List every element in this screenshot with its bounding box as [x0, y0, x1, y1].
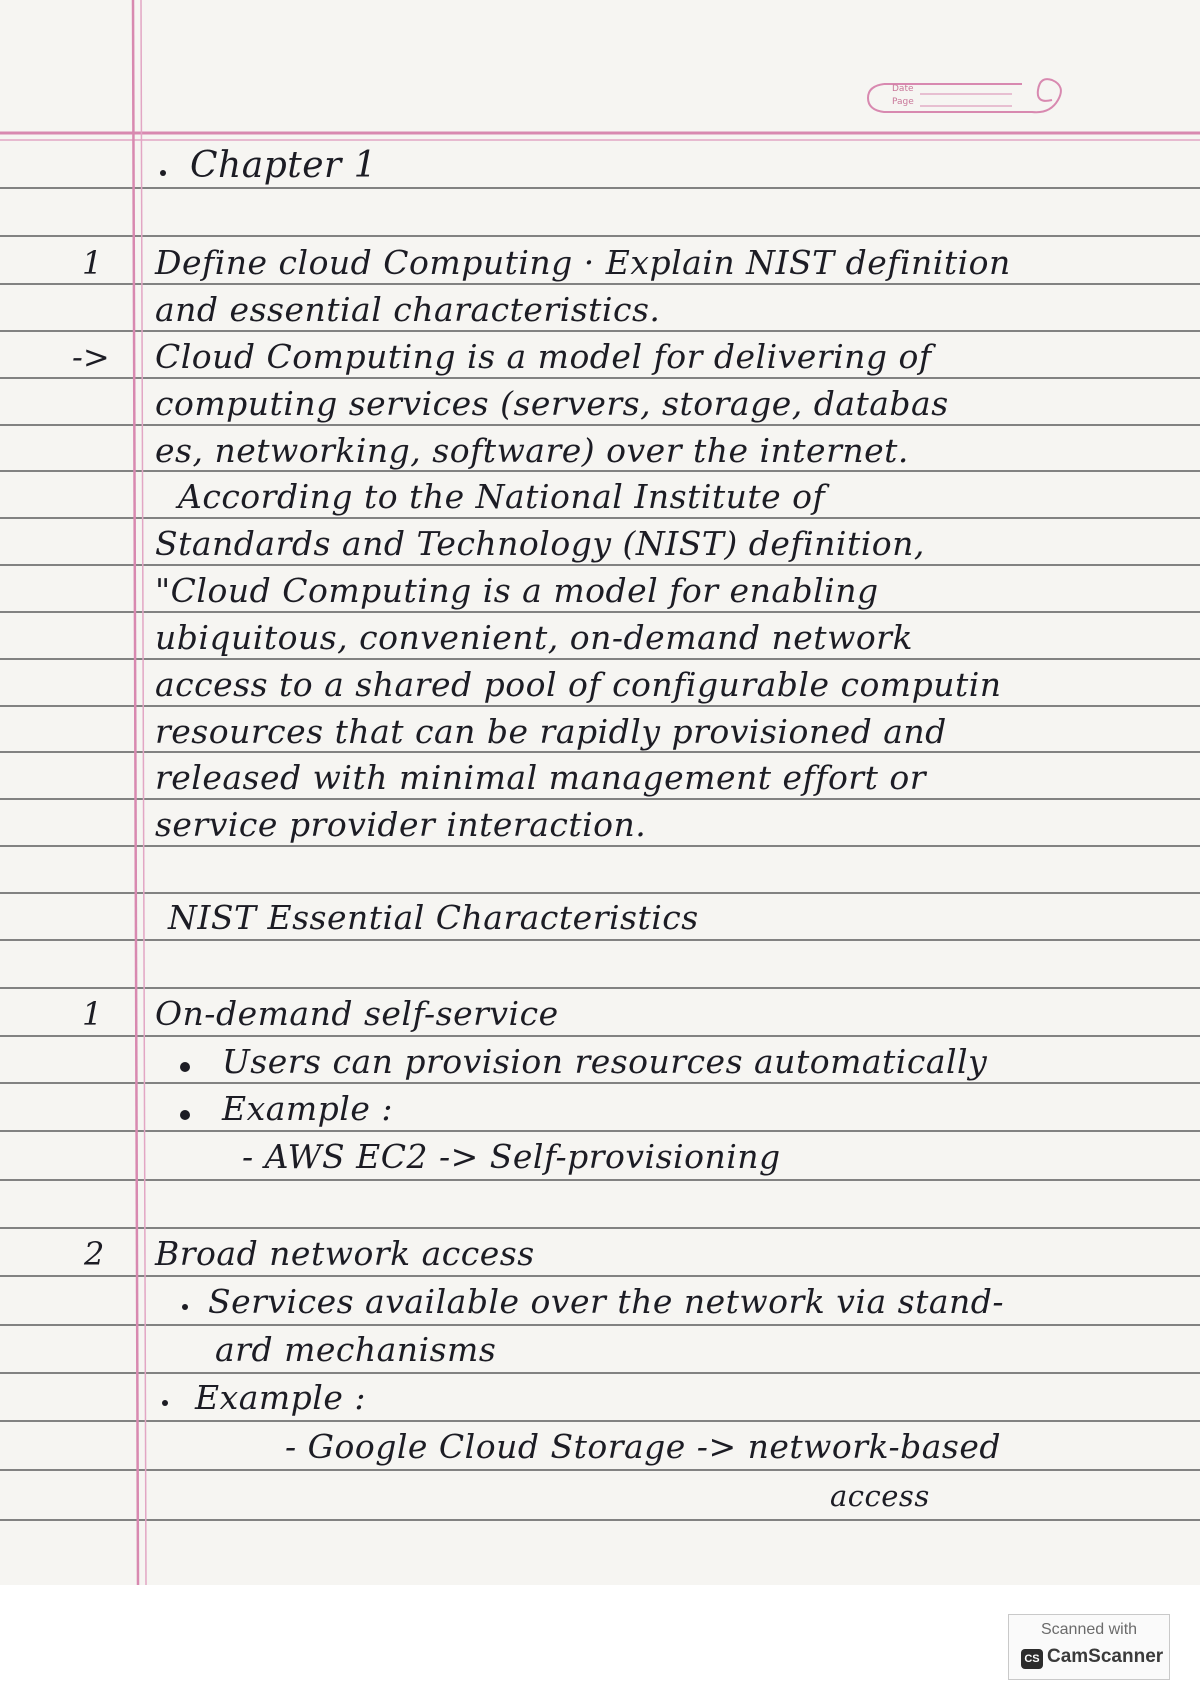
bullet-dot [180, 1062, 190, 1072]
chapter-heading: Chapter 1 [190, 145, 378, 186]
answer-line: resources that can be rapidly provisioned and [155, 712, 947, 751]
answer-line: access to a shared pool of configurable computin [155, 665, 1002, 704]
answer-arrow: -> [72, 338, 110, 376]
answer-line: computing services (servers, storage, databas [155, 384, 949, 423]
camscanner-logo-icon: CS [1021, 1649, 1043, 1669]
question-line-1: Define cloud Computing · Explain NIST definition [155, 243, 1011, 282]
date-page-stamp [862, 70, 1072, 126]
answer-line: released with minimal management effort or [155, 758, 926, 797]
bullet-dot [160, 170, 166, 176]
answer-line: ubiquitous, convenient, on-demand network [155, 618, 913, 657]
answer-line: service provider interaction. [155, 805, 647, 844]
question-number: 1 [82, 244, 103, 282]
answer-line: Cloud Computing is a model for delivering of [155, 337, 932, 376]
date-label: Date [892, 84, 914, 94]
answer-line: According to the National Institute of [178, 477, 826, 516]
bullet-dot [182, 1304, 188, 1310]
characteristic-bullet: Users can provision resources automatically [222, 1042, 988, 1081]
page-label: Page [892, 97, 914, 107]
watermark-scanned-with: Scanned with [1040, 1621, 1138, 1638]
bullet-dot [180, 1110, 190, 1120]
characteristic-example-cont: access [830, 1479, 930, 1513]
characteristic-title: Broad network access [155, 1234, 535, 1273]
characteristic-bullet: Example : [222, 1089, 393, 1128]
characteristic-number: 2 [84, 1235, 105, 1273]
characteristic-title: On-demand self-service [155, 994, 559, 1033]
camscanner-watermark [1008, 1614, 1170, 1680]
watermark-brand: CamScanner [1047, 1646, 1164, 1667]
characteristic-example: - AWS EC2 -> Self-provisioning [242, 1137, 781, 1176]
characteristic-bullet: Services available over the network via stand- [208, 1282, 1005, 1321]
characteristic-bullet-cont: ard mechanisms [215, 1330, 497, 1369]
characteristic-bullet: Example : [195, 1378, 366, 1417]
characteristic-number: 1 [82, 995, 103, 1033]
answer-line: "Cloud Computing is a model for enabling [155, 571, 879, 610]
question-line-2: and essential characteristics. [155, 290, 661, 329]
section-title: NIST Essential Characteristics [168, 898, 699, 937]
bullet-dot [162, 1400, 168, 1406]
characteristic-example: - Google Cloud Storage -> network-based [285, 1427, 1001, 1466]
answer-line: es, networking, software) over the internet. [155, 431, 909, 470]
answer-line: Standards and Technology (NIST) definition, [155, 524, 925, 563]
